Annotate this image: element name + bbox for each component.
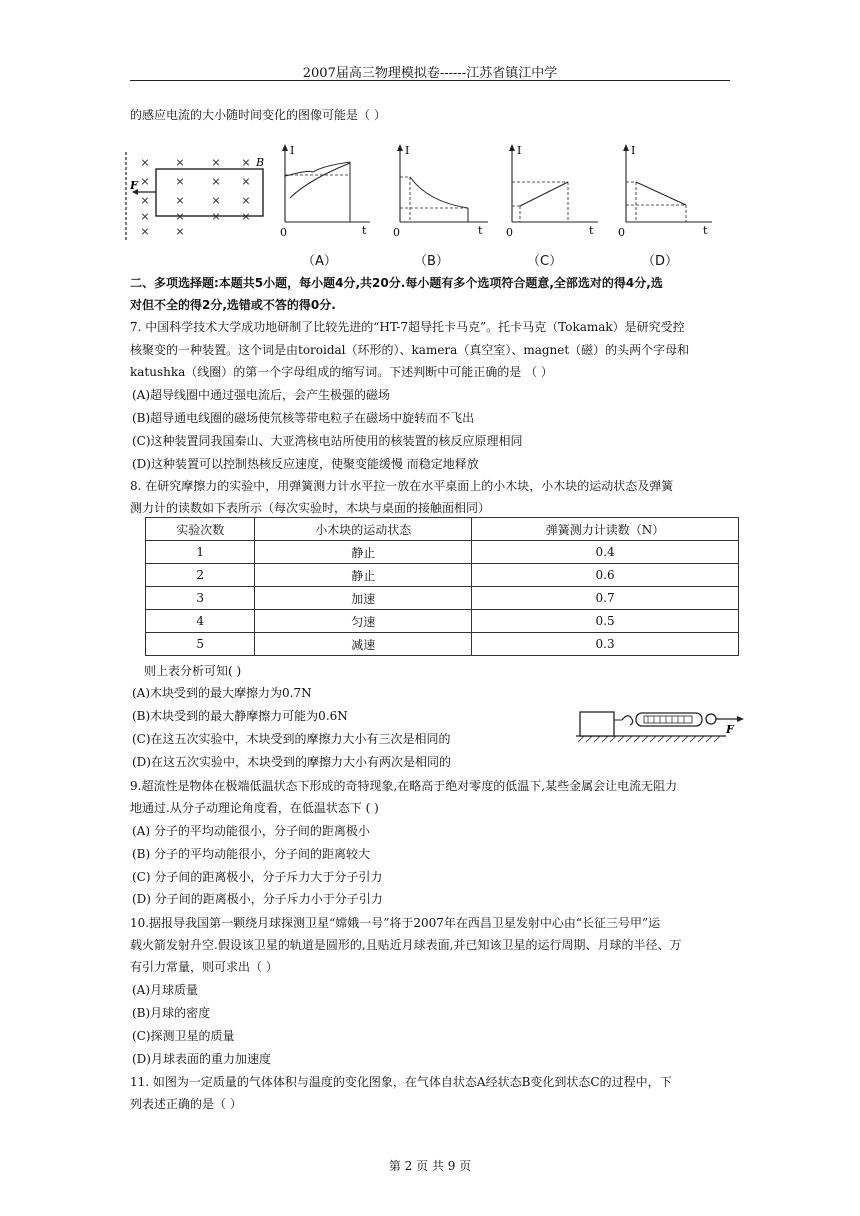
table-row: 3 加速 0.7	[146, 587, 739, 610]
svg-text:×: ×	[140, 194, 150, 207]
q7-option-d: (D)这种装置可以控制热核反应速度，使聚变能缓慢 而稳定地释放	[132, 457, 479, 471]
origin-d: 0	[618, 226, 625, 239]
axis-i-b: I	[405, 144, 410, 157]
q9-option-d: (D) 分子间的距离极小，分子斥力小于分子引力	[132, 892, 383, 906]
q10-option-d: (D)月球表面的重力加速度	[132, 1052, 271, 1066]
table-row: 5 减速 0.3	[146, 633, 739, 656]
graph-a	[282, 144, 370, 222]
q9-line-1: 9.超流性是物体在极端低温状态下形成的奇特现象,在略高于绝对零度的低温下,某些金属会让电流无阻力	[130, 779, 678, 793]
svg-text:×: ×	[241, 210, 251, 223]
intro-line: 的感应电流的大小随时间变化的图像可能是（ ）	[130, 108, 386, 122]
q10-line-3: 有引力常量，则可求出（ ）	[130, 960, 278, 974]
axis-t-d: t	[703, 224, 708, 237]
table-row: 4 匀速 0.5	[146, 610, 739, 633]
q9-option-b: (B) 分子的平均动能很小，分子间的距离较大	[132, 847, 370, 861]
q11-line-2: 列表述正确的是（ ）	[130, 1097, 242, 1111]
q9-line-2: 地通过.从分子动理论角度看，在低温状态下 ( )	[130, 801, 379, 815]
table-header-row	[146, 518, 739, 541]
axis-i-a: I	[290, 144, 295, 157]
svg-text:×: ×	[241, 194, 251, 207]
svg-text:×: ×	[140, 175, 150, 188]
table-header: 实验次数	[146, 518, 255, 541]
q7-option-c: (C)这种装置同我国秦山、大亚湾核电站所使用的核装置的核反应原理相同	[132, 434, 523, 448]
graph-label-c: （C）	[527, 254, 563, 269]
svg-text:×: ×	[175, 225, 185, 238]
q9-option-c: (C) 分子间的距离极小，分子斥力大于分子引力	[132, 870, 383, 884]
svg-text:×: ×	[175, 156, 185, 169]
svg-text:×: ×	[175, 175, 185, 188]
q8-option-b: (B)木块受到的最大静摩擦力可能为0.6N	[132, 709, 348, 723]
q8-option-a: (A)木块受到的最大摩擦力为0.7N	[132, 686, 312, 700]
q10-option-b: (B)月球的密度	[132, 1006, 211, 1020]
q9-option-a: (A) 分子的平均动能很小，分子间的距离极小	[132, 824, 370, 838]
field-label-b: B	[256, 156, 265, 169]
q8-line-2: 测力计的读数如下表所示（每次实验时，木块与桌面的接触面相同）	[130, 501, 491, 515]
graph-b	[397, 144, 488, 222]
force-label: F	[130, 179, 138, 192]
induction-figure	[118, 140, 728, 245]
q10-option-a: (A)月球质量	[132, 983, 199, 997]
table-row: 2 静止 0.6	[146, 564, 739, 587]
q7-line-2: 核聚变的一种装置。这个词是由toroidal（环形的）、kamera（真空室）、magnet（磁）的头两个字母和	[130, 343, 690, 357]
axis-t-c: t	[589, 224, 594, 237]
q10-option-c: (C)探测卫星的质量	[132, 1029, 235, 1043]
origin-a: 0	[280, 226, 287, 239]
svg-text:×: ×	[175, 210, 185, 223]
axis-i-c: I	[517, 144, 522, 157]
svg-text:×: ×	[175, 194, 185, 207]
q8-option-c: (C)在这五次实验中，木块受到的摩擦力大小有三次是相同的	[132, 732, 451, 746]
q7-line-1: 7. 中国科学技术大学成功地研制了比较先进的“HT-7超导托卡马克”。托卡马克（Tokamak）是研究受控	[130, 320, 685, 334]
svg-text:×: ×	[140, 225, 150, 238]
graph-label-b: （B）	[414, 254, 449, 269]
table-row: 1 静止 0.4	[146, 541, 739, 564]
spring-force-label: F	[726, 723, 734, 736]
q8-option-d: (D)在这五次实验中，木块受到的摩擦力大小有两次是相同的	[132, 755, 451, 769]
svg-text:×: ×	[211, 194, 221, 207]
svg-text:×: ×	[140, 210, 150, 223]
svg-text:×: ×	[241, 175, 251, 188]
axis-t-a: t	[362, 224, 367, 237]
page-footer: 第 2 页 共 9 页	[388, 1159, 472, 1173]
q8-line-1: 8. 在研究摩擦力的实验中，用弹簧测力计水平拉一放在水平桌面上的小木块，小木块的运动状态及弹簧	[130, 479, 674, 493]
table-header: 小木块的运动状态	[255, 518, 472, 541]
q8-prompt: 则上表分析可知( )	[144, 664, 242, 678]
table-header: 弹簧测力计读数（N）	[472, 518, 739, 541]
section2-line-1: 二、多项选择题:本题共5小题，每小题4分,共20分.每小题有多个选项符合题意,全部选对的得4分,选	[130, 276, 663, 290]
graph-d	[623, 144, 712, 222]
axis-i-d: I	[631, 144, 636, 157]
svg-text:×: ×	[211, 210, 221, 223]
q7-option-a: (A)超导线圈中通过强电流后，会产生极强的磁场	[132, 388, 391, 402]
graph-label-d: （D）	[642, 254, 679, 269]
section2-line-2: 对但不全的得2分,选错或不答的得0分.	[130, 298, 336, 312]
svg-text:×: ×	[211, 175, 221, 188]
graph-c	[509, 144, 598, 222]
svg-text:×: ×	[241, 156, 251, 169]
q11-line-1: 11. 如图为一定质量的气体体积与温度的变化图象，在气体自状态A经状态B变化到状态C的过程中，下	[130, 1075, 672, 1089]
svg-text:×: ×	[211, 156, 221, 169]
graph-label-a: （A）	[302, 254, 337, 269]
friction-table	[145, 517, 739, 656]
q10-line-2: 载火箭发射升空.假设该卫星的轨道是圆形的,且贴近月球表面,并已知该卫星的运行周期、月球的半径、万	[130, 938, 682, 952]
q7-line-3: katushka（线圈）的第一个字母组成的缩写词。下述判断中可能正确的是 （ ）	[130, 365, 553, 379]
axis-t-b: t	[478, 224, 483, 237]
q7-option-b: (B)超导通电线圈的磁场使氘核等带电粒子在磁场中旋转而不飞出	[132, 411, 475, 425]
origin-c: 0	[506, 226, 513, 239]
q10-line-1: 10.据报导我国第一颗绕月球探测卫星“嫦娥一号”将于2007年在西昌卫星发射中心由“长征三号甲”运	[130, 916, 661, 930]
svg-text:×: ×	[140, 156, 150, 169]
spring-scale-figure	[574, 700, 746, 748]
wood-block	[580, 712, 614, 736]
origin-b: 0	[393, 226, 400, 239]
page-header: 2007届高三物理模拟卷------江苏省镇江中学	[302, 66, 558, 81]
header-rule	[130, 80, 730, 81]
